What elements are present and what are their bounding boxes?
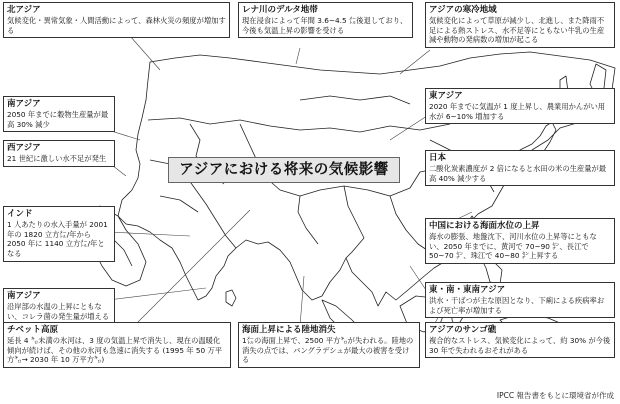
box-east-asia-body: 2020 年までに気温が 1 度上昇し、農業用かんがい用水が 6~10% 増加する xyxy=(429,102,606,121)
box-china-sea-level xyxy=(425,218,615,264)
box-southeast-asia xyxy=(425,282,615,318)
box-west-asia-title: 西アジア xyxy=(7,143,41,153)
box-cold-asia-body: 気候変化によって草原が減少し、北進し、また降雨不足による熱ストレス、水不足等にともない牛乳の生産減や動物の発病数の増加が起こる xyxy=(429,16,605,45)
sri-lanka xyxy=(226,290,236,306)
internal-border xyxy=(300,96,410,104)
box-japan-body: 二酸化炭素濃度が 2 倍になると水田の米の生産量が最高 40% 減少する xyxy=(429,164,607,183)
box-north-asia-title: 北アジア xyxy=(7,5,41,15)
page-title: アジアにおける将来の気候影響 xyxy=(168,157,400,183)
box-tibet-plateau-title: チベット高原 xyxy=(7,325,59,335)
box-japan-title: 日本 xyxy=(429,153,447,163)
box-india xyxy=(3,206,115,262)
box-south-asia-cholera-body: 沿岸部の水温の上昇にともない、コレラ菌の発生量が増える xyxy=(7,302,110,321)
box-south-asia-crops-body: 2050 年までに穀物生産量が最高 30% 減少 xyxy=(7,110,109,129)
box-south-asia-cholera xyxy=(3,288,115,324)
box-southeast-asia-body: 洪水・干ばつが主な原因となり、下痢による疾病率および死亡率が増加する xyxy=(429,296,605,315)
box-west-asia-body: 21 世紀に激しい水不足が発生 xyxy=(7,154,107,164)
box-south-asia-crops-title: 南アジア xyxy=(7,99,41,109)
box-north-asia-body: 気候変化・異常気象・人間活動によって、森林火災の頻度が増加する xyxy=(7,16,226,35)
box-south-asia-crops xyxy=(3,96,115,132)
box-cold-asia-title: アジアの寒冷地域 xyxy=(429,5,497,15)
box-india-body: 1 人あたりの水入手量が 2001 年の 1820 立方㍍/年から 2050 年に 1140 立方㍍/年となる xyxy=(7,220,108,259)
box-china-sea-level-title: 中国における海面水位の上昇 xyxy=(429,221,540,231)
box-sea-level-rise xyxy=(238,322,420,368)
internal-border xyxy=(298,196,318,244)
box-coral-reef-title: アジアのサンゴ礁 xyxy=(429,325,497,335)
box-southeast-asia-title: 東・南・東南アジア xyxy=(429,285,506,295)
box-east-asia xyxy=(425,88,615,124)
internal-border xyxy=(160,196,198,212)
box-coral-reef-body: 複合的なストレス、気候変化によって、約 30% が今後 30 年で失われるおそれがある xyxy=(429,336,611,355)
box-east-asia-title: 東アジア xyxy=(429,91,463,101)
internal-border xyxy=(390,196,430,252)
box-coral-reef xyxy=(425,322,615,358)
box-japan xyxy=(425,150,615,186)
box-cold-asia xyxy=(425,2,615,48)
box-lena-delta xyxy=(238,2,413,38)
box-lena-delta-title: レナ川のデルタ地帯 xyxy=(242,5,318,15)
box-west-asia xyxy=(3,140,115,167)
box-india-title: インド xyxy=(7,209,33,219)
box-sea-level-rise-title: 海面上昇による陸地消失 xyxy=(242,325,336,335)
box-tibet-plateau-body: 延長 4 ㌔未満の氷河は、3 度の気温上昇で消失し、現在の温暖化傾向が続けば、その他の氷河も急速に消失する (1995 年 50 万平方㌔→ 2030 年 10 万平方㌔) xyxy=(7,336,223,365)
source-caption: IPCC 報告書をもとに環境省が作成 xyxy=(496,391,614,400)
box-sea-level-rise-body: 1㍍の海面上昇で、2500 平方㌔が失われる。陸地の消失の点では、バングラデシュが最大の被害を受ける xyxy=(242,336,414,365)
box-tibet-plateau xyxy=(3,322,231,368)
box-china-sea-level-body: 海水の膨張、地盤沈下、河川水位の上昇等にともない、2050 年までに、黄河で 70~90 ㌢、長江で 50~70 ㌢、珠江で 40~80 ㌢上昇する xyxy=(429,232,597,261)
box-south-asia-cholera-title: 南アジア xyxy=(7,291,41,301)
internal-border xyxy=(344,186,364,258)
box-lena-delta-body: 現在浸食によって年間 3.6~4.5 ㍍後退しており、今後も気温上昇の影響を受ける xyxy=(242,16,408,35)
box-north-asia xyxy=(3,2,230,38)
